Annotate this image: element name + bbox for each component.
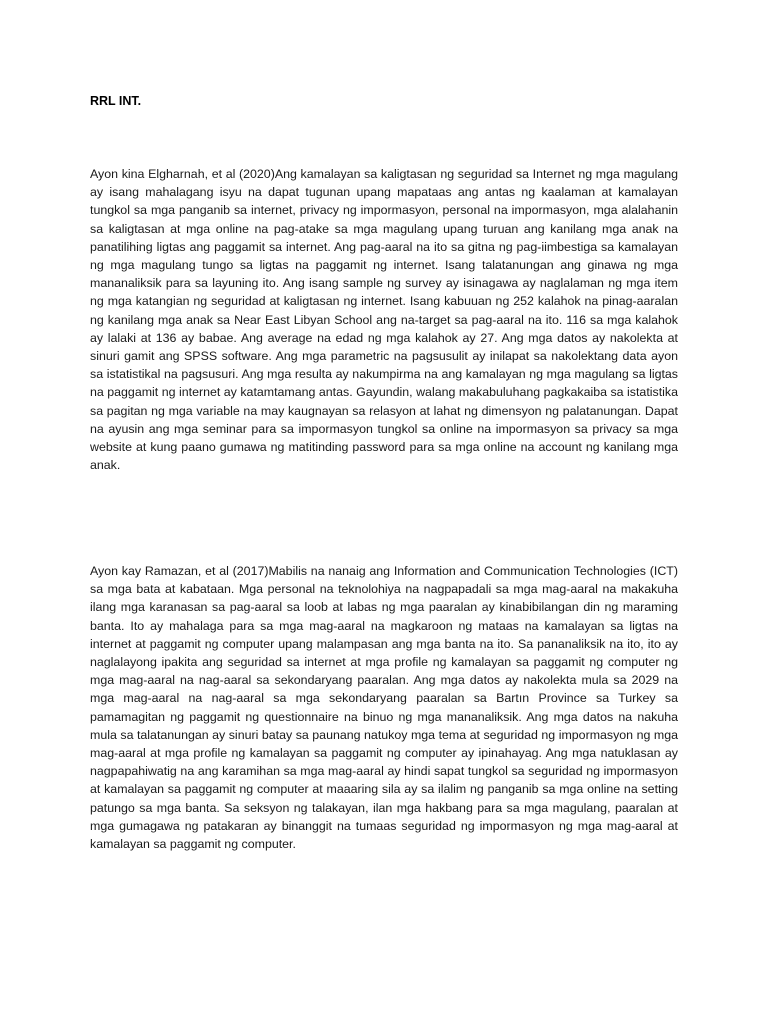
paragraph-ramazan: Ayon kay Ramazan, et al (2017)Mabilis na nanaig ang Information and Communication Technologies (ICT) sa mga bata at kabataan. Mga personal na teknolohiya na nagpapadali sa mga mag-aaral na makakuha ilang mga karanasan sa pag-aaral sa loob at labas ng mga paaralan ay kinabibilangan din ng maraming banta. Ito ay mahalaga para sa mga mag-aaral na magkaroon ng mataas na kamalayan sa ligtas na internet at paggamit ng computer upang malampasan ang mga banta na ito. Sa pananaliksik na ito, ito ay naglalayong ipakita ang seguridad sa internet at mga profile ng kamalayan sa paggamit ng computer ng mga mag-aaral na nag-aaral sa sekondaryang paaralan. Ang mga datos ay nakolekta mula sa 2029 na mga mag-aaral na nag-aaral sa mga sekondaryang paaralan sa Bartın Province sa Turkey sa pamamagitan ng paggamit ng questionnaire na binuo ng mga mananaliksik. Ang mga datos na nakuha mula sa talatanungan ay sinuri batay sa paunang natukoy mga tema at seguridad ng impormasyon ng mga mag-aaral at mga profile ng kamalayan sa paggamit ng computer ay ipinahayag. Ang mga natuklasan ay nagpapahiwatig na ang karamihan sa mga mag-aaral ay hindi sapat tungkol sa seguridad ng impormasyon at kamalayan sa paggamit ng computer at maaaring sila ay sa ilalim ng panganib sa mga online na setting patungo sa mga banta. Sa seksyon ng talakayan, ilan mga hakbang para sa mga magulang, paaralan at mga gumagawa ng patakaran ay binanggit na tumaas seguridad ng impormasyon ng mga mag-aaral at kamalayan sa paggamit ng computer. [90, 564, 678, 852]
document-heading: RRL INT. [90, 94, 142, 108]
paragraph-elgharnah: Ayon kina Elgharnah, et al (2020)Ang kamalayan sa kaligtasan ng seguridad sa Internet ng mga magulang ay isang mahalagang isyu na dapat tugunan upang mapataas ang antas ng kaalaman at kamalayan tungkol sa mga panganib sa internet, privacy ng impormasyon, personal na impormasyon, mga alalahanin sa kaligtasan at mga online na pag-atake sa mga magulang upang turuan ang kanilang mga anak na panatilihing ligtas ang paggamit sa internet. Ang pag-aaral na ito sa gitna ng pag-iimbestiga sa kamalayan ng mga magulang tungo sa ligtas na paggamit ng internet. Isang talatanungan ang ginawa ng mga mananaliksik para sa layuning ito. Ang isang sample ng survey ay isinagawa ay naglalaman ng mga item ng mga katangian ng seguridad at kaligtasan ng internet. Isang kabuuan ng 252 kalahok na pinag-aaralan ng kanilang mga anak sa Near East Libyan School ang na-target sa pag-aaral na ito. 116 sa mga kalahok ay lalaki at 136 ay babae. Ang average na edad ng mga kalahok ay 27. Ang mga datos ay nakolekta at sinuri gamit ang SPSS software. Ang mga parametric na pagsusulit ay inilapat sa nakolektang data ayon sa istatistikal na pagsusuri. Ang mga resulta ay nakumpirma na ang kamalayan ng mga magulang sa ligtas na paggamit ng internet ay katamtamang antas. Gayundin, walang makabuluhang pagkakaiba sa istatistika sa pagitan ng mga variable na may kaugnayan sa relasyon at lahat ng dimensyon ng palatanungan. Dapat na ayusin ang mga seminar para sa impormasyon tungkol sa online na impormasyon sa privacy sa mga website at kung paano gumawa ng matitinding password para sa mga online na account ng kanilang mga anak. [90, 167, 678, 473]
